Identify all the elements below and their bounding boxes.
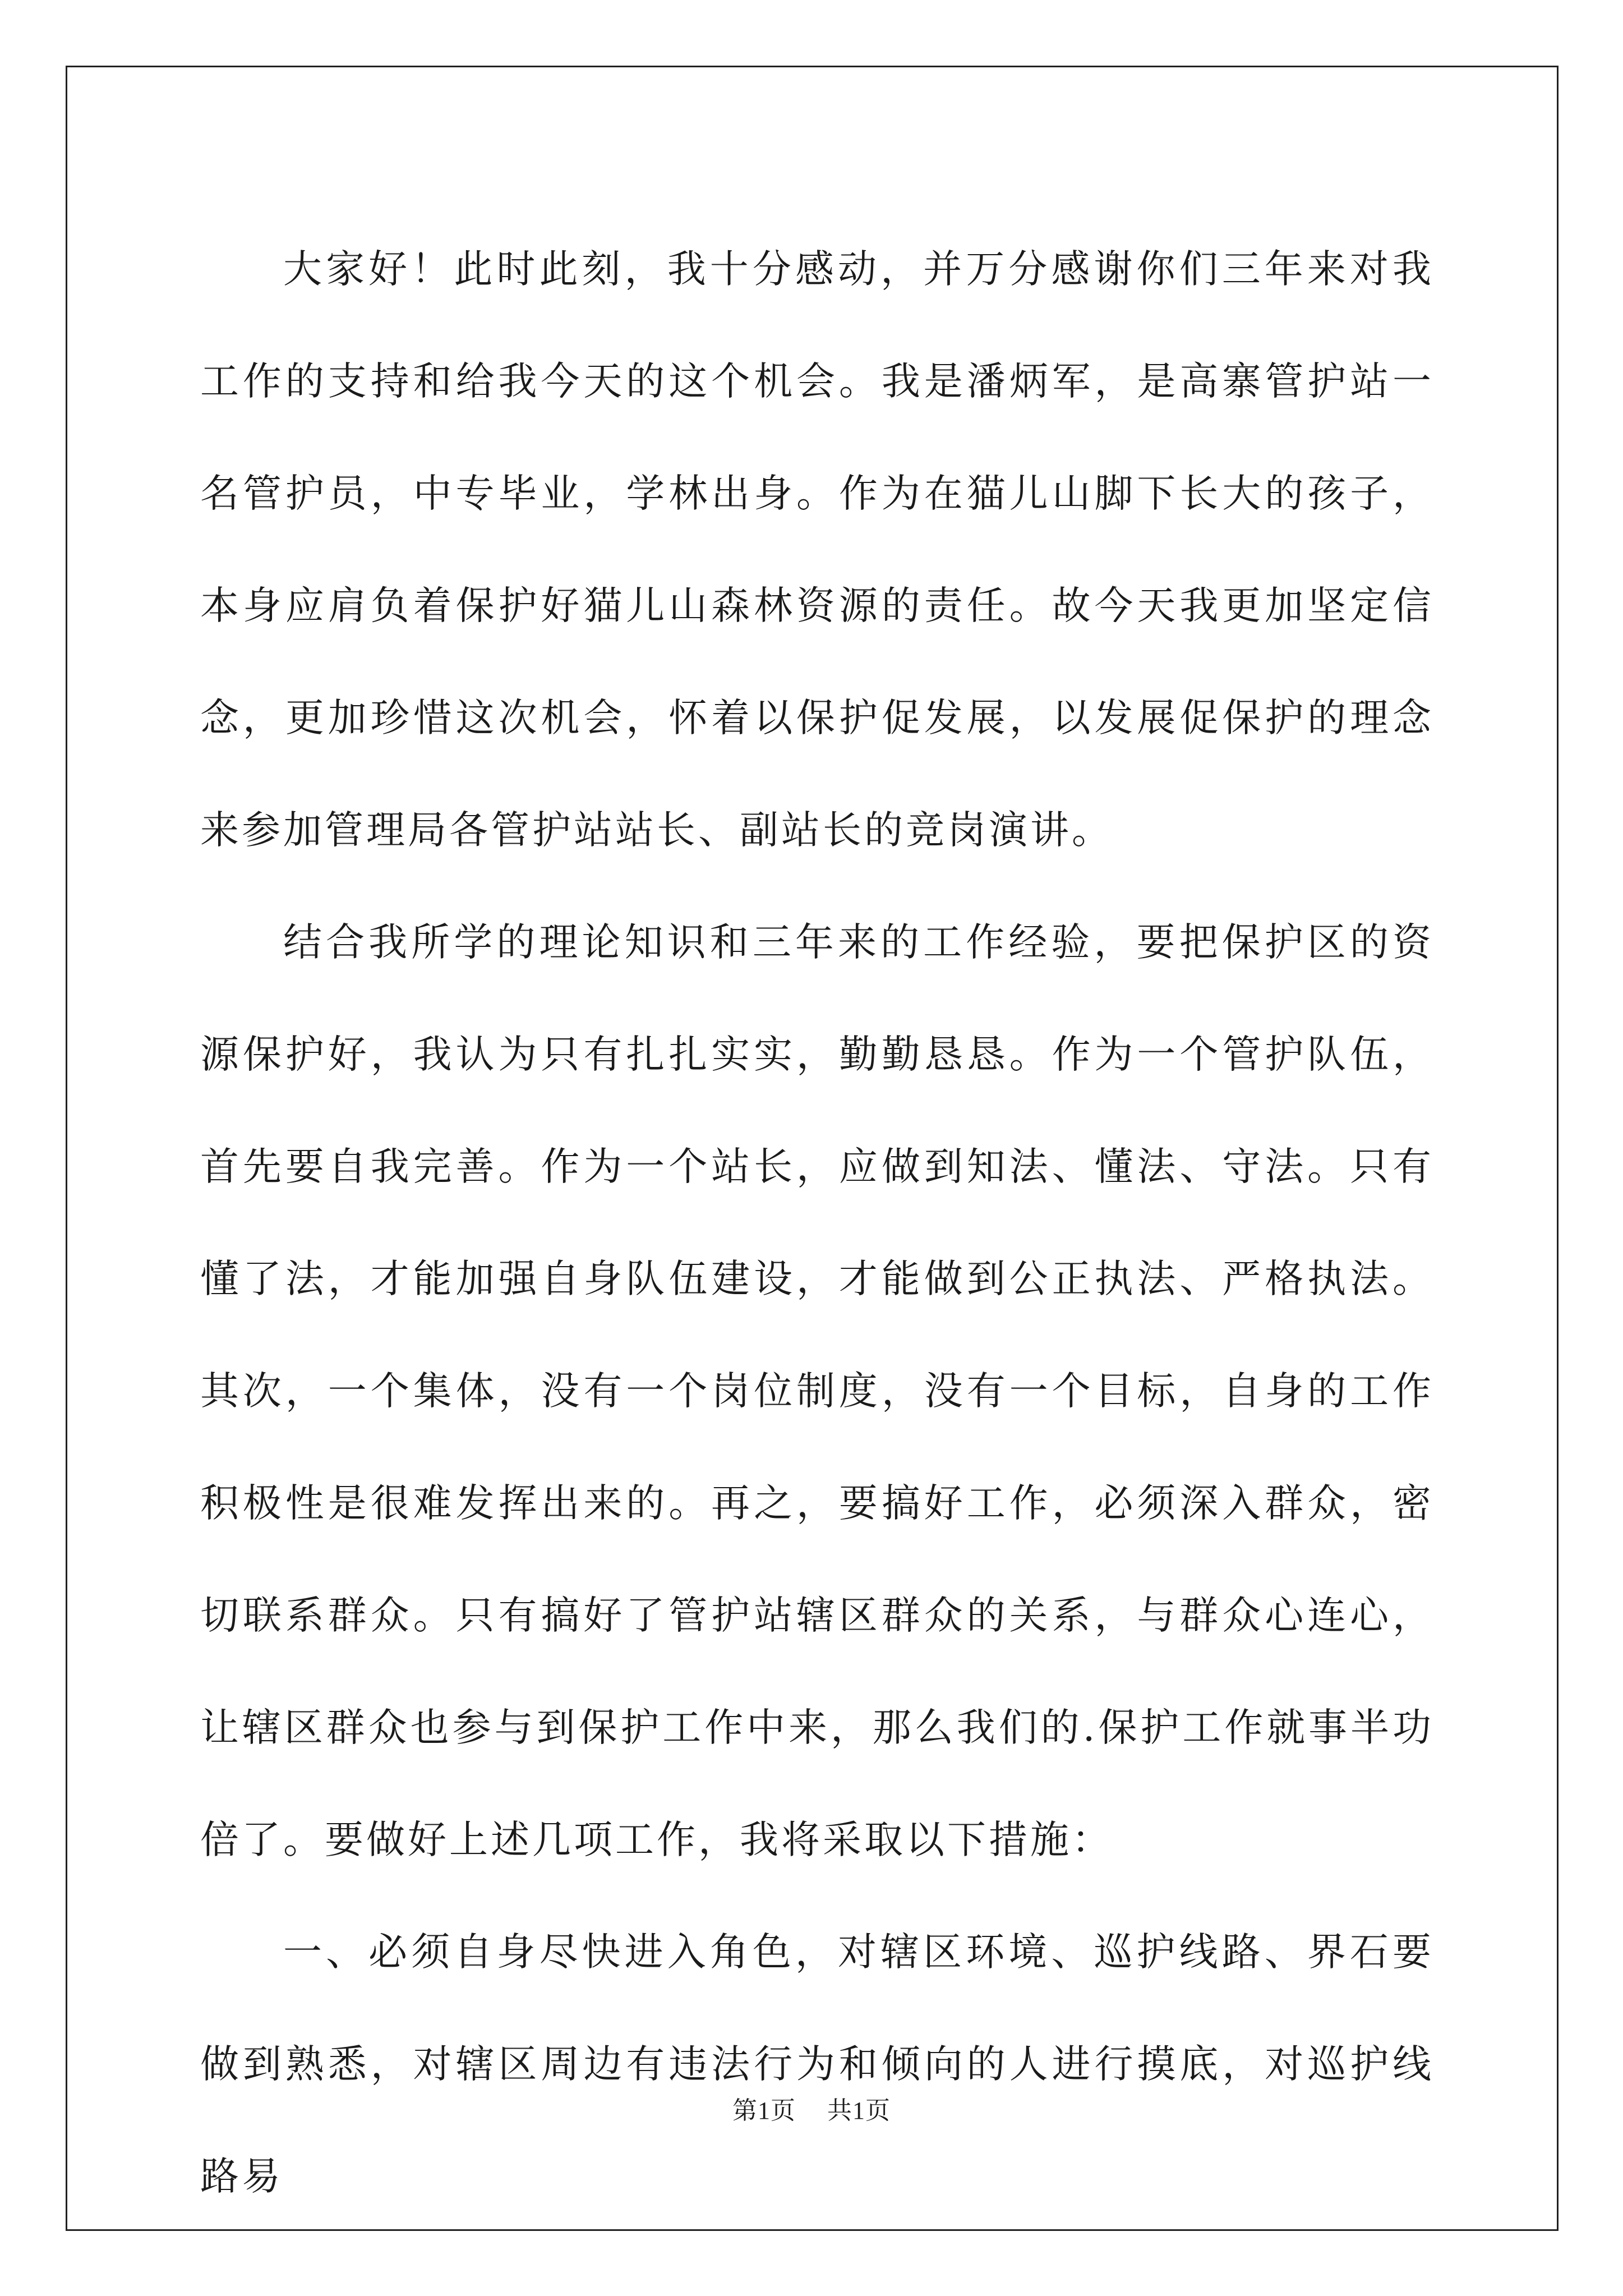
document-body — [200, 213, 1434, 2233]
paragraph-experience: 结合我所学的理论知识和三年来的工作经验，要把保护区的资源保护好，我认为只有扎扎实实，勤勤恳恳。作为一个管护队伍，首先要自我完善。作为一个站长，应做到知法、懂法、守法。只有懂了法，才能加强自身队伍建设，才能做到公正执法、严格执法。其次，一个集体，没有一个岗位制度，没有一个目标，自身的工作积极性是很难发挥出来的。再之，要搞好工作，必须深入群众，密切联系群众。只有搞好了管护站辖区群众的关系，与群众心连心，让辖区群众也参与到保护工作中来，那么我们的.保护工作就事半功倍了。要做好上述几项工作，我将采取以下措施： — [200, 920, 1434, 1862]
paragraph-measures: 一、必须自身尽快进入角色，对辖区环境、巡护线路、界石要做到熟悉，对辖区周边有违法行为和倾向的人进行摸底，对巡护线路易 — [200, 1930, 1434, 2199]
paragraph-greeting: 大家好！此时此刻，我十分感动，并万分感谢你们三年来对我工作的支持和给我今天的这个机会。我是潘炳军，是高寨管护站一名管护员，中专毕业，学林出身。作为在猫儿山脚下长大的孩子，本身应肩负着保护好猫儿山森林资源的责任。故今天我更加坚定信念，更加珍惜这次机会，怀着以保护促发展，以发展促保护的理念来参加管理局各管护站站长、副站长的竞岗演讲。 — [200, 247, 1434, 853]
page-number: 第1页 — [732, 2097, 796, 2124]
page-footer — [0, 2094, 1623, 2128]
page-total: 共1页 — [827, 2097, 891, 2124]
